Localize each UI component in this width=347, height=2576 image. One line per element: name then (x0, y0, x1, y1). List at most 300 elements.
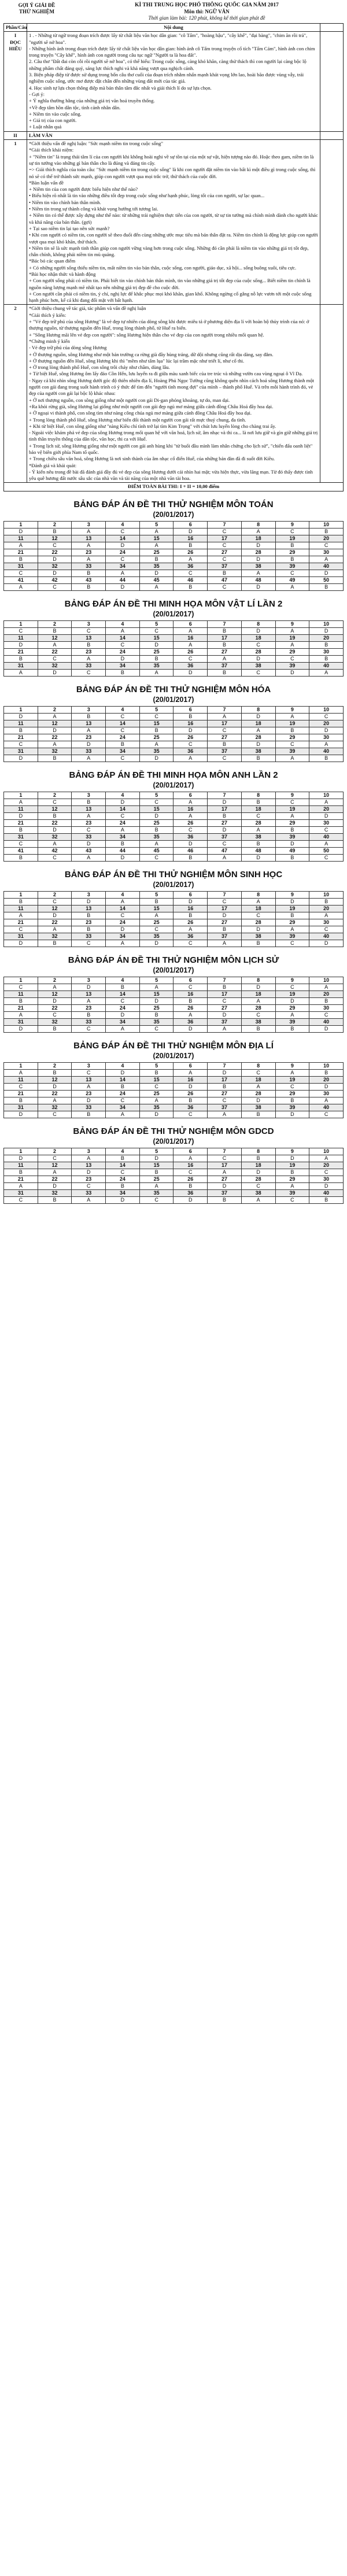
question-number-cell: 22 (38, 919, 72, 926)
answer-cell: C (38, 1011, 72, 1018)
question-number-cell: 27 (208, 734, 242, 741)
question-number-cell: 38 (241, 1189, 275, 1196)
answer-cell: A (309, 1155, 344, 1162)
question-number-cell: 16 (174, 720, 208, 727)
question-number-cell: 33 (72, 1018, 106, 1025)
answer-cell: D (106, 854, 140, 861)
question-number-row (4, 549, 344, 556)
answer-key-table (3, 977, 344, 1033)
answer-cell: A (106, 627, 140, 634)
answer-cell: D (139, 997, 174, 1004)
answer-cell: C (275, 984, 309, 991)
answer-row (4, 854, 344, 861)
question-number-cell: 24 (106, 1176, 140, 1182)
answer-cell: A (72, 755, 106, 762)
answer-cell: C (106, 556, 140, 563)
question-number-cell: 28 (241, 1176, 275, 1182)
answer-cell: B (241, 1111, 275, 1118)
question-number-row (4, 1176, 344, 1182)
question2-line: + Ở nơi thượng nguồn, con sông giống như một người con gái Di-gan phóng khoáng, tự do, man dại. (29, 397, 230, 403)
answer-cell: B (309, 583, 344, 590)
answer-cell: B (38, 528, 72, 535)
question-number-cell: 26 (174, 919, 208, 926)
answer-cell: C (174, 940, 208, 947)
answer-cell: C (309, 1169, 344, 1176)
question-number-cell: 14 (106, 1076, 140, 1083)
answer-row (4, 1083, 344, 1090)
answer-cell: C (139, 799, 174, 805)
question2-line: *Giải thích ý kiến: (29, 312, 67, 318)
answer-cell: B (106, 1083, 140, 1090)
answer-cell: B (106, 1182, 140, 1189)
question1-label: 1 (4, 140, 27, 305)
question-number-cell: 27 (208, 819, 242, 826)
answer-cell: D (208, 912, 242, 919)
question2-line: - Ngay cả khi nhìn sông Hương dưới góc độ thiên nhiên địa lí, Hoàng Phủ Ngọc Tường cũng không quên nhìn cách hoá sông Hương thành một người con gái đang trong suốt hành trình có ý thức để tìm đến "người tình mong đợi" của mình – thành phố Huế. Và trên mỗi hành trình đó, vẻ đẹp của người con gái lại bộc lộ khác nhau: (29, 377, 315, 397)
answer-cell: B (72, 1011, 106, 1018)
answer-cell: A (241, 1083, 275, 1090)
question-number-cell: 7 (208, 977, 242, 984)
question-number-cell: 33 (72, 662, 106, 669)
answer-cell: B (4, 826, 38, 833)
question-number-cell: 26 (174, 819, 208, 826)
answer-cell: B (72, 1111, 106, 1118)
answer-cell: B (72, 926, 106, 933)
section1-line: 3. Biện pháp điệp từ được sử dụng trong bốn câu thơ cuối của đoạn trích nhằm nhấn mạnh khát vọng lớn lao, hoài bão được vùng vẫy, trải nghiệm cuộc sống, ước mơ được đặt chân đến những vùng đất mới của tác giả. (29, 72, 304, 84)
question-number-cell: 35 (139, 748, 174, 755)
question-number-cell: 37 (208, 748, 242, 755)
question-number-cell: 4 (106, 792, 140, 799)
question-number-cell: 3 (72, 1062, 106, 1069)
question2-label: 2 (4, 305, 27, 483)
answer-cell: A (309, 840, 344, 847)
question-number-cell: 19 (275, 991, 309, 997)
answer-row (4, 1182, 344, 1189)
question1-line: + Con người cần phải có niềm tin, ý chí, nghị lực để khắc phục mọi khó khăn, gian khổ. Không ngừng cố gắng nỗ lực vươn tới một cuộc sống hạnh phúc hơn, kể cả khi đang đối mặt với bất hạnh. (29, 290, 312, 304)
section1-content (27, 32, 320, 131)
answer-key-title: BẢNG ĐÁP ÁN ĐỀ THI THỬ NGHIỆM MÔN SINH HỌC (64, 869, 283, 879)
question2-line: + "Vẻ đẹp trữ phú của sông Hương" là vẻ đẹp tự nhiên của dòng sông khi được miêu tả ở phương diện địa lí với hoàn bộ thủy trình của nó: ở thượng nguồn, từ thượng nguồn đến Huế, trong lòng thành phố, từ Huế ra biển. (29, 319, 309, 331)
answer-cell: A (309, 741, 344, 748)
answer-key-title: BẢNG ĐÁP ÁN ĐỀ THI THỬ NGHIỆM MÔN LỊCH SỬ (68, 955, 279, 965)
question-number-cell: 27 (208, 1004, 242, 1011)
question-number-cell: 10 (309, 521, 344, 528)
answer-cell: B (139, 1069, 174, 1076)
answer-cell: C (139, 854, 174, 861)
question-number-cell: 42 (38, 576, 72, 583)
question-number-cell: 24 (106, 819, 140, 826)
answer-cell: C (208, 556, 242, 563)
section1-score (320, 32, 344, 131)
question-number-cell: 16 (174, 805, 208, 812)
question-number-cell: 21 (4, 648, 38, 655)
answer-cell: B (4, 1169, 38, 1176)
answer-cell: B (208, 1196, 242, 1203)
question-number-cell: 14 (106, 1162, 140, 1169)
question-number-cell: 2 (38, 620, 72, 627)
question-number-cell: 24 (106, 919, 140, 926)
question-number-cell: 29 (275, 734, 309, 741)
question-number-cell: 18 (241, 905, 275, 912)
answer-cell: A (275, 812, 309, 819)
question-number-cell: 5 (139, 521, 174, 528)
question-number-cell: 15 (139, 1162, 174, 1169)
answer-cell: B (139, 556, 174, 563)
question-number-row (4, 720, 344, 727)
answer-cell: A (208, 713, 242, 720)
answer-cell: B (309, 655, 344, 662)
answer-cell: B (174, 1097, 208, 1104)
answer-cell: C (174, 1169, 208, 1176)
section2-header-row (4, 131, 344, 139)
question-number-cell: 26 (174, 549, 208, 556)
question-number-cell: 37 (208, 1018, 242, 1025)
answer-cell: A (139, 984, 174, 991)
answer-cell: C (174, 826, 208, 833)
question-number-cell: 21 (4, 1004, 38, 1011)
question-number-cell: 26 (174, 648, 208, 655)
question-number-cell: 43 (72, 576, 106, 583)
answer-cell: D (72, 840, 106, 847)
question-number-cell: 27 (208, 1176, 242, 1182)
question-number-cell: 2 (38, 977, 72, 984)
answer-cell: B (275, 1169, 309, 1176)
answer-cell: D (275, 1155, 309, 1162)
answer-cell: A (275, 926, 309, 933)
question-number-cell: 43 (72, 847, 106, 854)
question-number-cell: 23 (72, 919, 106, 926)
answer-cell: D (241, 583, 275, 590)
answer-cell: D (241, 984, 275, 991)
answer-key-table (3, 891, 344, 947)
answer-cell: D (106, 1011, 140, 1018)
answer-cell: D (4, 755, 38, 762)
answer-cell: B (174, 997, 208, 1004)
answer-cell: D (241, 542, 275, 549)
question-number-cell: 20 (309, 805, 344, 812)
answer-cell: C (208, 583, 242, 590)
answer-cell: B (139, 727, 174, 734)
answer-cell: A (72, 542, 106, 549)
question1-line: • Khi con người có niềm tin, con người sẽ theo đuổi đến cùng những ước mục tiêu mà bản thân đặt ra. Niềm tin chính là động lực giúp con người vượt qua mọi khó khăn, thử thách. (29, 232, 318, 245)
section1-line: +Về đẹp tâm hồn dân tộc, tình cảnh nhân dân. (29, 104, 121, 110)
question-number-cell: 12 (38, 1162, 72, 1169)
question-number-cell: 9 (275, 792, 309, 799)
question-number-cell: 33 (72, 563, 106, 570)
question-number-cell: 36 (174, 1189, 208, 1196)
question-number-cell: 9 (275, 1148, 309, 1155)
answer-cell: C (275, 940, 309, 947)
question-number-cell: 23 (72, 1090, 106, 1097)
answer-cell: D (174, 669, 208, 676)
answer-cell: A (275, 1182, 309, 1189)
question-number-cell: 12 (38, 720, 72, 727)
answer-cell: B (275, 556, 309, 563)
question-number-cell: 6 (174, 706, 208, 713)
exam-title: KÌ THI TRUNG HỌC PHỔ THÔNG QUỐC GIA NĂM 2017 (135, 2, 279, 8)
question-number-cell: 24 (106, 1090, 140, 1097)
question-number-cell: 13 (72, 805, 106, 812)
question-number-cell: 9 (275, 521, 309, 528)
question-number-cell: 17 (208, 905, 242, 912)
question-number-cell: 25 (139, 549, 174, 556)
question-number-cell: 30 (309, 1176, 344, 1182)
answer-cell: C (241, 912, 275, 919)
question-number-cell: 12 (38, 1076, 72, 1083)
question-number-cell: 18 (241, 1162, 275, 1169)
answer-cell: D (139, 641, 174, 648)
question1-line: + Niềm tin có thể được xây dựng như thế nào: từ những trải nghiệm thực tiễn của con người, từ sự tin tưởng mà chính mình dành cho người khác và khả năng của bản thân. (gợi) (29, 212, 318, 225)
question-number-cell: 44 (106, 847, 140, 854)
answer-cell: C (208, 898, 242, 905)
answer-cell: B (139, 1169, 174, 1176)
question-number-cell: 41 (4, 847, 38, 854)
question-number-row (4, 734, 344, 741)
question-number-cell: 15 (139, 991, 174, 997)
question2-content (27, 305, 320, 483)
question-number-cell: 5 (139, 1062, 174, 1069)
answer-key-title: BẢNG ĐÁP ÁN ĐỀ THI THỬ NGHIỆM MÔN ĐỊA LÍ (73, 1040, 274, 1051)
question1-line: + Niềm tin của con người được biểu hiện như thế nào? (29, 186, 138, 193)
question2-line: + Ở trong lòng thành phố Huế, con sông trôi chảy như chầm, dùng lâu. (29, 364, 170, 371)
question-number-cell: 9 (275, 620, 309, 627)
answer-cell: B (139, 898, 174, 905)
answer-cell: D (106, 1196, 140, 1203)
question-number-row (4, 1189, 344, 1196)
answer-cell: A (208, 1169, 242, 1176)
question-number-cell: 12 (38, 805, 72, 812)
question2-line: - Vẻ đẹp trữ phú của dòng sông Hương (29, 345, 107, 351)
question-number-cell: 3 (72, 1148, 106, 1155)
answer-row (4, 755, 344, 762)
answer-cell: B (208, 1083, 242, 1090)
exam-time: Thời gian làm bài: 120 phút, không kể thời gian phát đề (148, 15, 265, 21)
question-number-row (4, 706, 344, 713)
question-number-cell: 7 (208, 891, 242, 898)
section1-line: 4. Học sinh tự lựa chọn thông điệp mà bản thân tâm đắc nhất và giải thích lí do sự lựa chọn. (29, 84, 212, 91)
question-number-cell: 29 (275, 1004, 309, 1011)
answer-cell: B (38, 1196, 72, 1203)
question-number-cell: 6 (174, 1062, 208, 1069)
question-number-cell: 14 (106, 720, 140, 727)
answer-cell: A (4, 799, 38, 805)
question2-line: + Trong chiều sâu văn hoá, sông Hương là nơi sinh thành của âm nhạc cổ điển Huế, của những bản đàn đã đi suốt đời Kiều. (29, 456, 275, 462)
question-number-cell: 47 (208, 576, 242, 583)
answer-cell: C (208, 542, 242, 549)
answer-cell: D (208, 1069, 242, 1076)
answer-cell: B (139, 1011, 174, 1018)
answer-cell: A (139, 1182, 174, 1189)
answer-cell: B (4, 898, 38, 905)
question-number-cell: 16 (174, 1162, 208, 1169)
question-number-cell: 5 (139, 706, 174, 713)
answer-key-date: (20/01/2017) (153, 966, 194, 974)
question-number-cell: 39 (275, 833, 309, 840)
question-number-cell: 1 (4, 977, 38, 984)
question-number-cell: 37 (208, 563, 242, 570)
answer-row (4, 997, 344, 1004)
question-number-cell: 9 (275, 706, 309, 713)
question-number-row (4, 905, 344, 912)
section1-line: + Luật nhân quả (29, 124, 62, 130)
question-number-cell: 12 (38, 991, 72, 997)
question-number-cell: 2 (38, 1148, 72, 1155)
answer-cell: C (106, 713, 140, 720)
answer-cell: A (309, 799, 344, 805)
answer-cell: B (275, 1025, 309, 1032)
question-number-cell: 40 (309, 1104, 344, 1111)
question-number-cell: 24 (106, 549, 140, 556)
answer-cell: C (4, 984, 38, 991)
answer-cell: C (275, 655, 309, 662)
answer-cell: A (72, 556, 106, 563)
question-number-cell: 35 (139, 1189, 174, 1196)
question-number-cell: 11 (4, 1076, 38, 1083)
total-score-row (4, 483, 344, 491)
answer-cell: A (174, 755, 208, 762)
question-number-cell: 25 (139, 734, 174, 741)
answer-cell: D (309, 1083, 344, 1090)
question-number-cell: 11 (4, 991, 38, 997)
answer-cell: A (4, 1069, 38, 1076)
question-number-cell: 38 (241, 1104, 275, 1111)
answer-cell: C (241, 669, 275, 676)
answer-cell: B (309, 898, 344, 905)
header-right (70, 2, 344, 21)
answer-cell: A (174, 1155, 208, 1162)
question-number-cell: 10 (309, 977, 344, 984)
answer-cell: A (241, 997, 275, 1004)
answer-cell: C (106, 1169, 140, 1176)
question2-line: + "Sông Hương mãi lên vẻ đẹp con người": sông Hương hiện thân cho vẻ đẹp của con người trong nhiều mối quan hệ. (29, 331, 264, 338)
question-number-cell: 14 (106, 634, 140, 641)
question1-line: + "Niềm tin" là trạng thái tâm lí của con người khi không hoài nghi về sự tồn tại của một sự vật, hiện tượng nào đó. Hoặc theo gam, niềm tin là sự tin tưởng vào những gì bản thân cho là đúng và đáng tin cậy. (29, 153, 314, 166)
question-number-cell: 8 (241, 977, 275, 984)
answer-cell: C (309, 926, 344, 933)
answer-cell: C (208, 727, 242, 734)
question-number-cell: 19 (275, 1076, 309, 1083)
question-number-cell: 32 (38, 833, 72, 840)
question-number-cell: 10 (309, 1062, 344, 1069)
question-number-cell: 8 (241, 706, 275, 713)
answer-cell: A (275, 713, 309, 720)
answer-cell: A (4, 542, 38, 549)
question1-line: • Niềm tin trong sự thành công và khát vọng hướng tới tương lai. (29, 206, 158, 212)
question-number-cell: 6 (174, 1148, 208, 1155)
answer-cell: D (38, 997, 72, 1004)
answer-cell: D (72, 741, 106, 748)
question-number-cell: 22 (38, 648, 72, 655)
answer-cell: C (106, 997, 140, 1004)
question-number-cell: 3 (72, 620, 106, 627)
answer-key-table (3, 521, 344, 591)
question-number-cell: 4 (106, 1062, 140, 1069)
answer-cell: D (72, 1169, 106, 1176)
answer-cell: D (208, 1182, 242, 1189)
question-number-cell: 19 (275, 634, 309, 641)
question-number-cell: 21 (4, 549, 38, 556)
section1-title: ĐỌC HIỂU (9, 39, 22, 51)
answer-cell: B (174, 542, 208, 549)
question-number-cell: 36 (174, 933, 208, 940)
question-number-cell: 39 (275, 1189, 309, 1196)
question-number-cell: 21 (4, 819, 38, 826)
question-number-cell: 18 (241, 805, 275, 812)
answer-cell: B (72, 713, 106, 720)
answer-cell: B (174, 1182, 208, 1189)
question-number-row (4, 805, 344, 812)
question-number-cell: 17 (208, 634, 242, 641)
question-number-cell: 44 (106, 576, 140, 583)
question-number-row (4, 1162, 344, 1169)
answer-cell: A (208, 940, 242, 947)
answer-cell: D (208, 799, 242, 805)
question-number-cell: 30 (309, 1090, 344, 1097)
question-number-cell: 35 (139, 833, 174, 840)
answer-cell: C (72, 1069, 106, 1076)
question-number-cell: 33 (72, 1104, 106, 1111)
answer-cell: C (174, 1111, 208, 1118)
answer-key-title: BẢNG ĐÁP ÁN ĐỀ THI MINH HỌA MÔN VẬT LÍ LẦN 2 (64, 598, 283, 609)
question1-line: *Giải thích khái niệm: (29, 147, 74, 153)
question-number-cell: 30 (309, 919, 344, 926)
question-number-cell: 10 (309, 620, 344, 627)
question-number-cell: 10 (309, 1148, 344, 1155)
answer-cell: D (72, 984, 106, 991)
question-number-cell: 32 (38, 1189, 72, 1196)
answer-cell: D (174, 898, 208, 905)
answer-row (4, 799, 344, 805)
answer-cell: B (309, 997, 344, 1004)
question-number-row (4, 1090, 344, 1097)
answer-key-table (3, 620, 344, 677)
answer-cell: D (38, 1182, 72, 1189)
answer-keys (3, 500, 344, 1204)
answer-cell: C (208, 755, 242, 762)
answer-cell: A (275, 627, 309, 634)
answer-cell: B (4, 854, 38, 861)
question-number-cell: 30 (309, 648, 344, 655)
answer-cell: C (38, 799, 72, 805)
question-number-cell: 29 (275, 648, 309, 655)
answer-key-date: (20/01/2017) (153, 510, 194, 519)
answer-cell: C (106, 528, 140, 535)
answer-cell: B (4, 1097, 38, 1104)
answer-row (4, 1155, 344, 1162)
answer-cell: B (275, 727, 309, 734)
question-number-cell: 22 (38, 1090, 72, 1097)
answer-cell: C (38, 854, 72, 861)
answer-cell: D (174, 1083, 208, 1090)
answer-cell: A (72, 1083, 106, 1090)
question-number-cell: 23 (72, 549, 106, 556)
answer-cell: D (174, 1196, 208, 1203)
answer-cell: C (309, 826, 344, 833)
answer-row (4, 570, 344, 576)
answer-cell: D (4, 1111, 38, 1118)
answer-cell: D (106, 1069, 140, 1076)
question-number-cell: 17 (208, 535, 242, 542)
question-number-cell: 14 (106, 991, 140, 997)
answer-cell: C (4, 627, 38, 634)
answer-cell: B (208, 812, 242, 819)
answer-cell: B (72, 570, 106, 576)
question-number-cell: 35 (139, 563, 174, 570)
answer-cell: D (174, 840, 208, 847)
answer-row (4, 627, 344, 634)
answer-cell: A (275, 1011, 309, 1018)
answer-cell: B (72, 641, 106, 648)
